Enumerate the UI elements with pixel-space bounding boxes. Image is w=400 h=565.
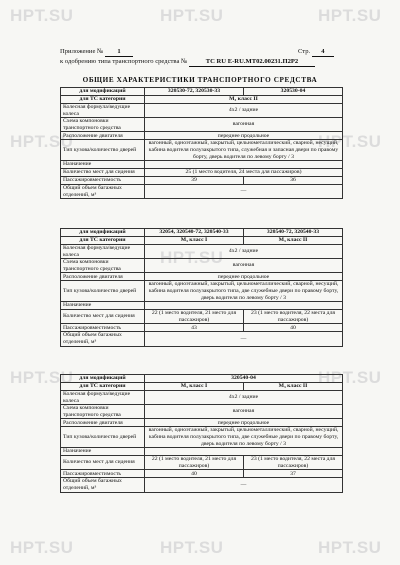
mod-value: 320530-04 <box>244 88 343 96</box>
page-title: ОБЩИЕ ХАРАКТЕРИСТИКИ ТРАНСПОРТНОГО СРЕДСТВА <box>82 76 318 84</box>
appendix-line <box>60 48 133 57</box>
row-label: Количество мест для сидения <box>61 169 145 177</box>
row-label: Общий объем багажных отделений, м³ <box>61 478 145 492</box>
table-row <box>61 478 343 492</box>
row-value: вагонный, одноэтажный, закрытый, цельнометаллический, сварной, несущий, кабина водителя полузакрытого типа, служебная и запасная двери по правому борту, дверь водителя по левому борту / 3 <box>145 140 343 161</box>
table-row <box>61 118 343 132</box>
table-row <box>61 273 343 281</box>
row-value: 23 (1 место водителя, 22 места для пассажиров) <box>244 310 343 324</box>
cat-label: для ТС категории <box>61 383 145 391</box>
table-row <box>61 419 343 427</box>
mod-value: 320540-04 <box>145 375 343 383</box>
row-label: Колесная формула/ведущие колеса <box>61 391 145 405</box>
row-value: 36 <box>244 177 343 185</box>
table-row <box>61 448 343 456</box>
cat-value: М₃ класс I <box>145 237 244 245</box>
table-row <box>61 245 343 259</box>
row-value: вагонный, одноэтажный, закрытый, цельнометаллический, сварной, несущий, кабина водителя полузакрытого типа, две служебные двери по правому борту, дверь водителя по левому борту / 3 <box>145 427 343 448</box>
mod-label: для модификаций <box>61 229 145 237</box>
page-label: Стр. <box>298 48 311 55</box>
row-value <box>145 302 343 310</box>
table-row <box>61 140 343 161</box>
row-value <box>145 161 343 169</box>
row-value: 37 <box>244 470 343 478</box>
table-row <box>61 259 343 273</box>
row-label: Расположение двигателя <box>61 273 145 281</box>
table-row <box>61 456 343 470</box>
row-value: переднее продольное <box>145 132 343 140</box>
row-label: Схема компоновки транспортного средства <box>61 259 145 273</box>
table-row <box>61 302 343 310</box>
row-label: Общий объем багажных отделений, м³ <box>61 332 145 346</box>
row-label: Тип кузова/количество дверей <box>61 427 145 448</box>
spec-table-2 <box>60 228 343 347</box>
mod-value: 320540-72, 320540-33 <box>244 229 343 237</box>
row-label: Схема компоновки транспортного средства <box>61 118 145 132</box>
approval-prefix: к одобрению типа транспортного средства № <box>60 58 188 65</box>
table-row <box>61 88 343 96</box>
watermark: HPT.SU <box>10 368 74 387</box>
appendix-label: Приложение № <box>60 48 104 55</box>
watermark: HPT.SU <box>10 538 74 557</box>
spec-table-3 <box>60 374 343 493</box>
row-label: Тип кузова/количество дверей <box>61 140 145 161</box>
row-label: Пассажировместимость <box>61 470 145 478</box>
cat-label: для ТС категории <box>61 96 145 104</box>
table-row <box>61 324 343 332</box>
table-row <box>61 281 343 302</box>
table-row <box>61 229 343 237</box>
cat-value: М₃ класс I <box>145 383 244 391</box>
row-value: — <box>145 185 343 199</box>
row-label: Назначение <box>61 448 145 456</box>
row-label: Колесная формула/ведущие колеса <box>61 104 145 118</box>
table-row <box>61 310 343 324</box>
row-value: 39 <box>145 177 244 185</box>
row-value: переднее продольное <box>145 273 343 281</box>
appendix-number: 1 <box>105 48 133 57</box>
row-value: 23 (1 место водителя, 22 места для пассажиров) <box>244 456 343 470</box>
row-value: 4x2 / задние <box>145 391 343 405</box>
approval-number: TC RU E-RU.MT02.00231.П2P2 <box>189 58 315 67</box>
mod-value: 320530-72, 320530-33 <box>145 88 244 96</box>
cat-label: для ТС категории <box>61 237 145 245</box>
cat-value: М₃ класс II <box>244 237 343 245</box>
table-row <box>61 470 343 478</box>
table-row <box>61 383 343 391</box>
cat-value: М₃ класс II <box>145 96 343 104</box>
row-label: Общий объем багажных отделений, м³ <box>61 185 145 199</box>
page-number: 4 <box>312 48 334 57</box>
spec-table-1 <box>60 87 343 199</box>
watermark: HPT.SU <box>318 6 382 25</box>
approval-line <box>60 58 315 67</box>
row-label: Назначение <box>61 302 145 310</box>
row-value: — <box>145 478 343 492</box>
row-value: 22 (1 место водителя, 21 место для пассажиров) <box>145 310 244 324</box>
table-row <box>61 161 343 169</box>
row-value: вагонная <box>145 405 343 419</box>
row-label: Схема компоновки транспортного средства <box>61 405 145 419</box>
row-value: 43 <box>145 324 244 332</box>
mod-label: для модификаций <box>61 88 145 96</box>
row-value <box>145 448 343 456</box>
row-value: 40 <box>145 470 244 478</box>
row-label: Расположение двигателя <box>61 419 145 427</box>
table-row <box>61 405 343 419</box>
row-value: вагонный, одноэтажный, закрытый, цельнометаллический, сварной, несущий, кабина водителя полузакрытого типа, две служебные двери по правому борту, дверь водителя по левому борту / 3 <box>145 281 343 302</box>
cat-value: М₃ класс II <box>244 383 343 391</box>
row-label: Пассажировместимость <box>61 177 145 185</box>
watermark: HPT.SU <box>318 132 382 151</box>
mod-value: 32054, 320540-72, 320540-33 <box>145 229 244 237</box>
table-row <box>61 132 343 140</box>
row-value: вагонная <box>145 259 343 273</box>
row-value: 4x2 / задние <box>145 245 343 259</box>
mod-label: для модификаций <box>61 375 145 383</box>
row-label: Количество мест для сидения <box>61 456 145 470</box>
table-row <box>61 375 343 383</box>
watermark: HPT.SU <box>318 538 382 557</box>
row-value: вагонная <box>145 118 343 132</box>
row-value: 40 <box>244 324 343 332</box>
table-row <box>61 185 343 199</box>
row-label: Количество мест для сидения <box>61 310 145 324</box>
table-row <box>61 177 343 185</box>
watermark: HPT.SU <box>160 538 224 557</box>
row-value: — <box>145 332 343 346</box>
table-row <box>61 427 343 448</box>
watermark: HPT.SU <box>160 248 224 267</box>
row-label: Колесная формула/ведущие колеса <box>61 245 145 259</box>
table-row <box>61 169 343 177</box>
row-value: 25 (1 место водителя, 24 места для пассажиров) <box>145 169 343 177</box>
row-label: Расположение двигателя <box>61 132 145 140</box>
table-row <box>61 237 343 245</box>
watermark: HPT.SU <box>160 6 224 25</box>
table-row <box>61 96 343 104</box>
watermark: HPT.SU <box>10 6 74 25</box>
row-label: Тип кузова/количество дверей <box>61 281 145 302</box>
row-label: Назначение <box>61 161 145 169</box>
watermark: HPT.SU <box>318 368 382 387</box>
table-row <box>61 104 343 118</box>
watermark: HPT.SU <box>10 132 74 151</box>
page-number-line <box>298 48 334 57</box>
table-row <box>61 391 343 405</box>
row-value: переднее продольное <box>145 419 343 427</box>
row-value: 4x2 / задние <box>145 104 343 118</box>
row-value: 22 (1 место водителя, 21 место для пассажиров) <box>145 456 244 470</box>
row-label: Пассажировместимость <box>61 324 145 332</box>
table-row <box>61 332 343 346</box>
